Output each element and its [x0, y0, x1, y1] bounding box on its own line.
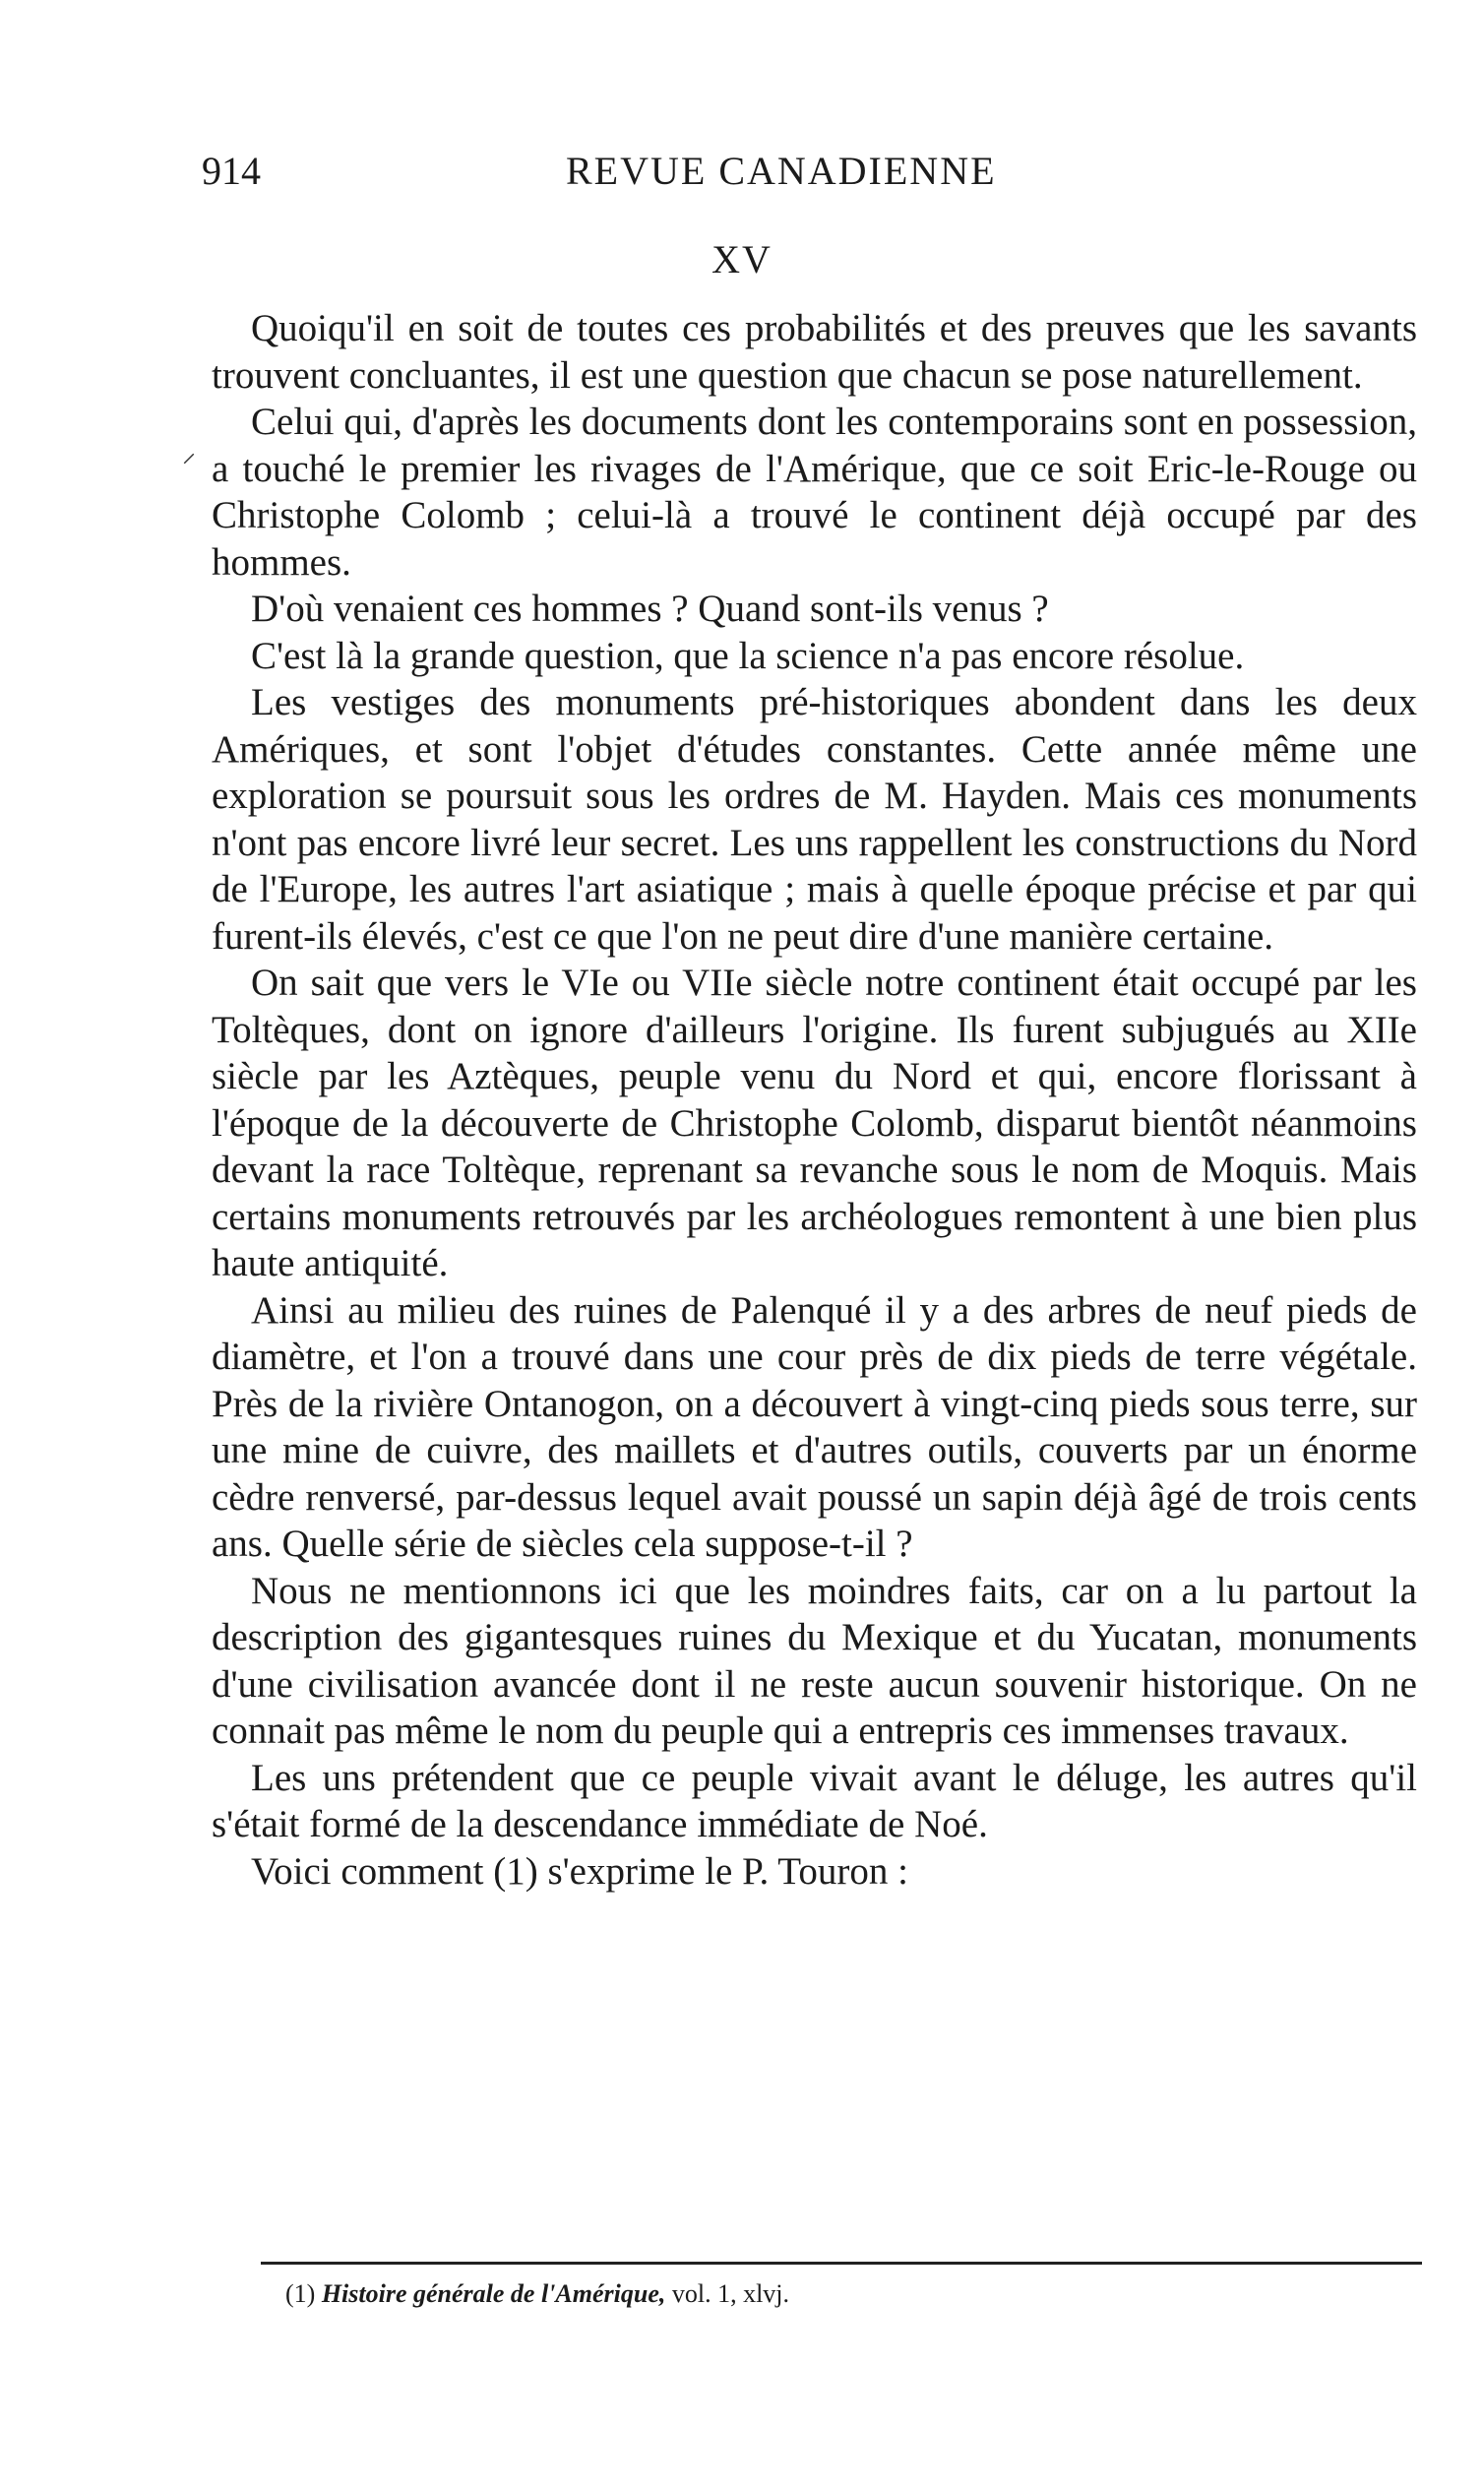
- running-head: [202, 148, 1422, 207]
- paragraph: Les uns prétendent que ce peuple vivait avant le déluge, les autres qu'il s'était formé de la descendance immédiate de Noé.: [212, 1756, 1417, 1845]
- body-text: [212, 305, 1417, 1895]
- paragraph: Les vestiges des monuments pré-historiques abondent dans les deux Amériques, et sont l'objet d'études constantes. Cette année même une exploration se poursuit sous les ordres de M. Hayden. Mais ces monuments n'ont pas encore livré leur secret. Les uns rappellent les constructions du Nord de l'Europe, les autres l'art asiatique ; mais à quelle époque précise et par qui furent-ils élevés, c'est ce que l'on ne peut dire d'une manière certaine.: [212, 681, 1417, 958]
- margin-tick-mark: ⸝: [182, 438, 197, 468]
- paragraph: D'où venaient ces hommes ? Quand sont-ils venus ?: [251, 588, 1049, 630]
- footnote-marker: (1): [285, 2279, 316, 2308]
- footnote-title: Histoire générale de l'Amérique,: [321, 2279, 666, 2308]
- footnote: [285, 2278, 1368, 2310]
- paragraph: Quoiqu'il en soit de toutes ces probabilités et des preuves que les savants trouvent concluantes, il est une question que chacun se pose naturellement.: [212, 307, 1417, 397]
- paragraph: Voici comment (1) s'exprime le P. Touron :: [251, 1849, 908, 1893]
- paragraph: Nous ne mentionnons ici que les moindres faits, car on a lu partout la description des gigantesques ruines du Mexique et du Yucatan, monuments d'une civilisation avancée dont il ne reste aucun souvenir historique. On ne connait pas même le nom du peuple qui a entrepris ces immenses travaux.: [212, 1569, 1417, 1752]
- footnote-rule: [261, 2262, 1422, 2265]
- page-number: 914: [202, 149, 261, 193]
- paragraph: Ainsi au milieu des ruines de Palenqué il y a des arbres de neuf pieds de diamètre, et l'on a trouvé dans une cour près de dix pieds de terre végétale. Près de la rivière Ontanogon, on a découvert à vingt-cinq pieds sous terre, sur une mine de cuivre, des maillets et d'autres outils, couverts par un énorme cèdre renversé, par-dessus lequel avait poussé un sapin déjà âgé de trois cents ans. Quelle série de siècles cela suppose-t-il ?: [212, 1288, 1417, 1565]
- section-heading: XV: [711, 237, 773, 281]
- paragraph: On sait que vers le VIe ou VIIe siècle notre continent était occupé par les Toltèques, dont on ignore d'ailleurs l'origine. Ils furent subjugués au XIIe siècle par les Aztèques, peuple venu du Nord et qui, encore florissant à l'époque de la découverte de Christophe Colomb, disparut bientôt néanmoins devant la race Toltèque, reprenant sa revanche sous le nom de Moquis. Mais certains monuments retrouvés par les archéologues remontent à une bien plus haute antiquité.: [212, 962, 1417, 1284]
- paragraph: C'est là la grande question, que la science n'a pas encore résolue.: [251, 634, 1245, 677]
- journal-title: REVUE CANADIENNE: [566, 149, 997, 193]
- paragraph: Celui qui, d'après les documents dont les contemporains sont en possession, a touché le premier les rivages de l'Amérique, que ce soit Eric-le-Rouge ou Christophe Colomb ; celui-là a trouvé le continent déjà occupé par des hommes.: [212, 401, 1417, 584]
- footnote-reference: vol. 1, xlvj.: [665, 2279, 790, 2308]
